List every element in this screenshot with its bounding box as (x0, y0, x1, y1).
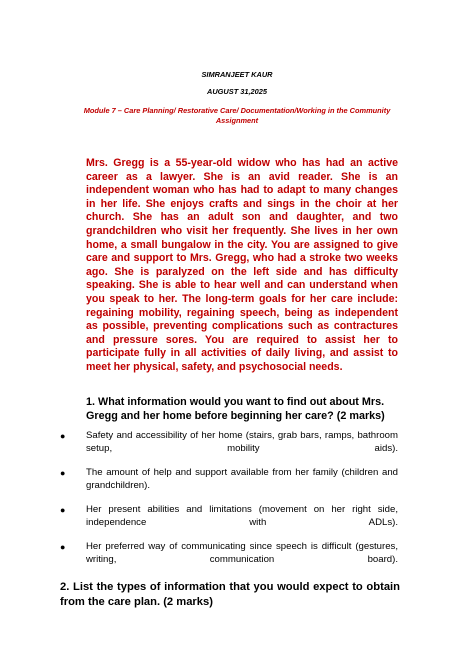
answer-text: The amount of help and support available from her family (children and grandchildren). (86, 466, 398, 491)
answer-text: Safety and accessibility of her home (stairs, grab bars, ramps, bathroom setup, mobility aids). (86, 430, 398, 454)
question-1: 1. What information would you want to find out about Mrs. Gregg and her home before beginning her care? (2 marks) (86, 396, 385, 422)
answer-item (60, 467, 398, 492)
student-name: SIMRANJEET KAUR (201, 70, 273, 79)
question-1-answers (60, 430, 398, 578)
answer-item (60, 541, 398, 566)
bullet-icon: ● (60, 467, 66, 478)
answer-text: Her preferred way of communicating since speech is difficult (gestures, writing, communication board). (86, 540, 398, 565)
answer-item (60, 504, 398, 529)
answer-text: Her present abilities and limitations (movement on her right side, independence with ADLs). (86, 503, 398, 528)
answer-item (60, 430, 398, 455)
assignment-date: AUGUST 31,2025 (207, 87, 267, 96)
bullet-icon: ● (60, 504, 66, 515)
bullet-icon: ● (60, 431, 66, 441)
case-study-paragraph: Mrs. Gregg is a 55-year-old widow who has had an active career as a lawyer. She is an avid reader. She is an independent woman who has had to adapt to many changes in her life. She enjoys crafts and sings in the choir at her church. She has an adult son and daughter, and two grandchildren who visit her frequently. She lives in her own home, a small bungalow in the city. You are assigned to give care and support to Mrs. Gregg, who had a stroke two weeks ago. She is paralyzed on the left side and has difficulty speaking. She is able to hear well and can understand when you speak to her. The long-term goals for her care include: regaining mobility, regaining speech, being as independent as possible, preventing complications such as contractures and pressure sores. You are required to assist her to participate fully in all activities of daily living, and assist to meet her physical, safety, and psychosocial needs. (86, 157, 398, 373)
module-title: Module 7 – Care Planning/ Restorative Care/ Documentation/Working in the Community Assignment (83, 106, 391, 125)
question-2: 2. List the types of information that you would expect to obtain from the care plan. (2 marks) (60, 581, 400, 608)
bullet-icon: ● (60, 541, 66, 552)
